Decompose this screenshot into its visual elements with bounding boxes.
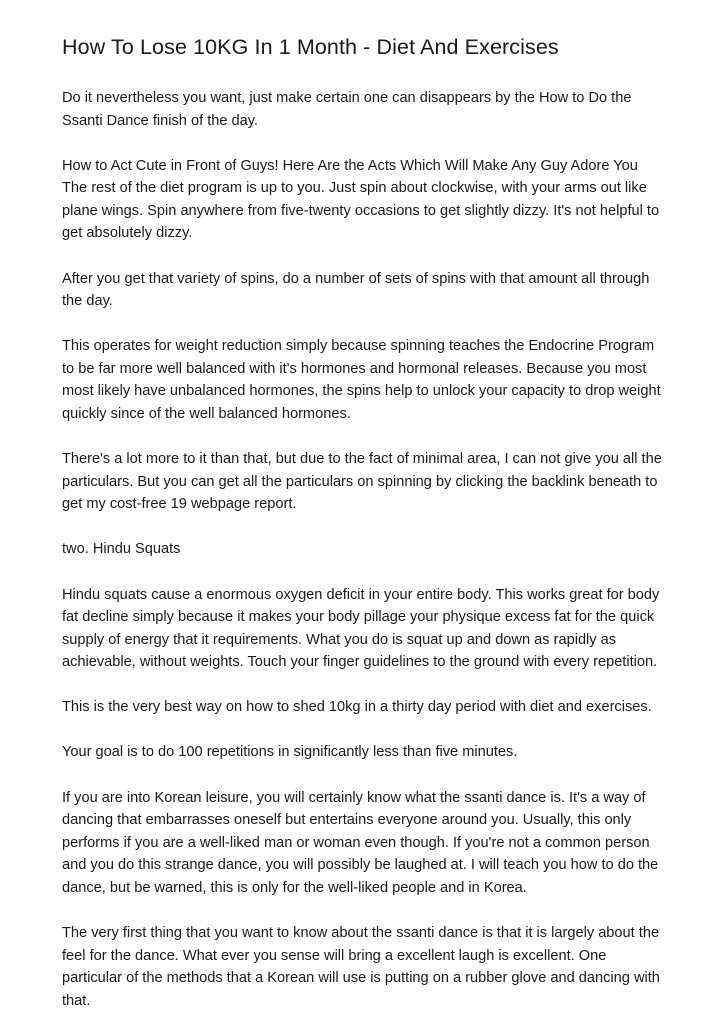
text-line: to be far more well balanced with it's hormones and hormonal releases. Because you most [62,360,647,377]
paragraph [62,696,668,719]
document-page [62,30,668,1035]
text-line: dancing that embarrasses oneself but entertains everyone around you. Usually, this only [62,812,632,829]
text-line: plane wings. Spin anywhere from five-twenty occasions to get slightly dizzy. It's not helpful to [62,202,660,219]
paragraph [62,741,668,764]
text-line: particular of the methods that a Korean will use is putting on a rubber glove and dancing with [62,970,660,987]
text-line: particulars. But you can get all the particulars on spinning by clicking the backlink beneath to [62,473,658,490]
text-line: dance, but be warned, this is only for the well-liked people and in Korea. [62,879,527,896]
paragraph [62,335,668,425]
text-line: Your goal is to do 100 repetitions in significantly less than five minutes. [62,744,518,761]
text-line: This is the very best way on how to shed 10kg in a thirty day period with diet and exercises. [62,699,652,716]
text-line: How to Act Cute in Front of Guys! Here Are the Acts Which Will Make Any Guy Adore You [62,157,638,174]
text-line: The rest of the diet program is up to you. Just spin about clockwise, with your arms out like [62,180,647,197]
document-body [62,87,668,1012]
text-line: Do it nevertheless you want, just make certain one can disappears by the How to Do the [62,90,632,106]
text-line: achievable, without weights. Touch your finger guidelines to the ground with every repetition. [62,654,658,671]
paragraph [62,87,668,132]
text-line: performs if you are a well-liked man or woman even though. If you're not a common person [62,834,650,851]
text-line: Hindu squats cause a enormous oxygen deficit in your entire body. This works great for body [62,586,660,603]
text-line: get my cost-free 19 webpage report. [62,496,297,513]
text-line: If you are into Korean leisure, you will certainly know what the ssanti dance is. It's a way of [62,789,646,806]
text-line: feel for the dance. What ever you sense will bring a excellent laugh is excellent. One [62,947,607,964]
text-line: There's a lot more to it than that, but due to the fact of minimal area, I can not give you all the [62,451,662,468]
text-line: The very first thing that you want to know about the ssanti dance is that it is largely about the [62,925,660,942]
text-line: After you get that variety of spins, do a number of sets of spins with that amount all through [62,270,650,287]
text-line: fat decline simply because it makes your body pillage your physique excess fat for the quick [62,609,655,626]
paragraph [62,787,668,900]
paragraph [62,538,668,561]
paragraph [62,448,668,516]
text-line: quickly since of the well balanced hormones. [62,406,351,423]
text-line: get absolutely dizzy. [62,225,193,242]
paragraph [62,268,668,313]
paragraph [62,155,668,245]
paragraph [62,584,668,674]
text-line: two. Hindu Squats [62,541,181,558]
text-line: Ssanti Dance finish of the day. [62,112,259,129]
text-line: This operates for weight reduction simply because spinning teaches the Endocrine Program [62,338,655,355]
text-line: and you do this strange dance, you will possibly be laughed at. I will teach you how to do the [62,857,659,874]
document-title: How To Lose 10KG In 1 Month - Diet And Exercises [62,35,559,59]
text-line: that. [62,992,91,1009]
paragraph [62,922,668,1012]
text-line: most likely have unbalanced hormones, the spins help to unlock your capacity to drop weight [62,383,661,400]
text-line: the day. [62,293,113,310]
text-line: supply of energy that it requirements. What you do is squat up and down as rapidly as [62,631,617,648]
